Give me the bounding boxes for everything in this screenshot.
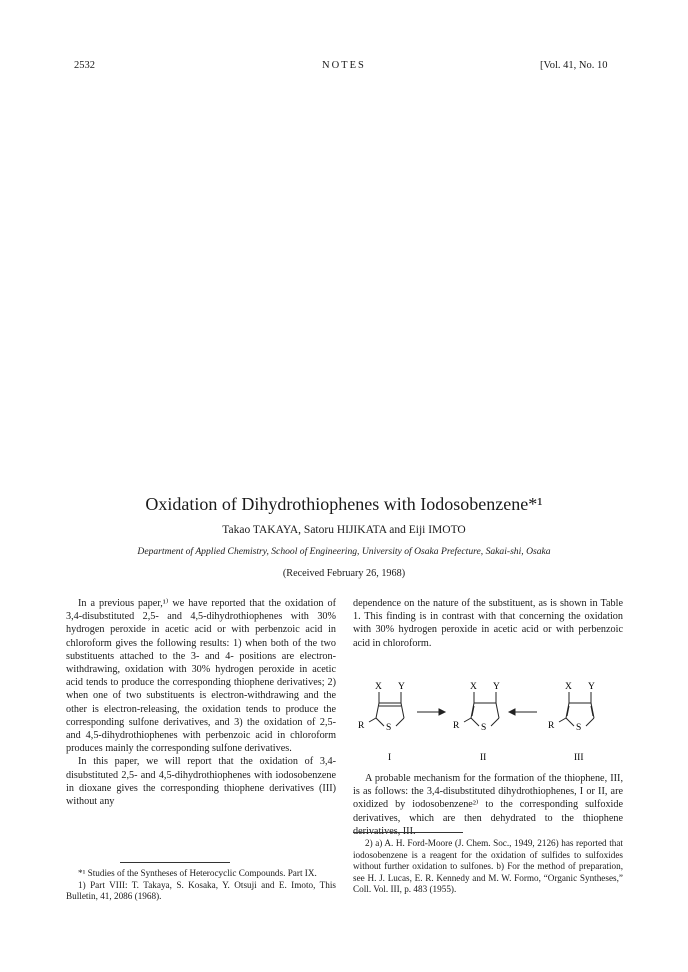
substituent-x: X — [470, 682, 477, 692]
footnote: *¹ Studies of the Syntheses of Heterocyclic Compounds. Part IX. — [78, 868, 317, 878]
footnotes-right — [353, 838, 623, 896]
page-number: 2532 — [74, 60, 95, 71]
substituent-x: X — [375, 682, 382, 692]
arrow-left — [509, 709, 537, 715]
footnote: 2) a) A. H. Ford-Moore (J. Chem. Soc., 1949, 2126) has reported that iodosobenzene is a reagent for the oxidation of sulfides to sulfoxides without further oxidation to sulfones. b) For the method of preparation, see H. J. Lucas, E. R. Kennedy and M. W. Formo, “Organic Syntheses,” Coll. Vol. III, p. 483 (1955). — [353, 838, 623, 894]
footnote-divider — [120, 862, 230, 863]
structure-III — [559, 692, 594, 726]
compound-label-iii: III — [574, 753, 584, 763]
right-column-bottom — [353, 772, 623, 838]
substituent-r: R — [358, 721, 365, 731]
sulfur-atom: S — [481, 723, 487, 733]
arrow-right — [417, 709, 445, 715]
substituent-r: R — [453, 721, 460, 731]
structure-II — [464, 692, 499, 726]
substituent-r: R — [548, 721, 555, 731]
substituent-y: Y — [493, 682, 500, 692]
substituent-y: Y — [398, 682, 405, 692]
running-section-title: NOTES — [322, 60, 366, 71]
sulfur-atom: S — [386, 723, 392, 733]
paragraph: In a previous paper,¹⁾ we have reported that the oxidation of 3,4-disubstituted 2,5- and 4,5-dihydrothiophenes with 30% hydrogen peroxide in acetic acid or with perbenzoic acid in chloroform gives the following results: 1) when both of the two substituents attached to the 3- and 4- positions are electron-withdrawing, oxidation with 30% hydrogen peroxide in acetic acid tends to produce the corresponding thiophene derivatives; 2) when one of two substituents is electron-withdrawing and the other is electron-releasing, the oxidation tends to produce the corresponding sulfone derivatives, and 3) the oxidation of 2,5- and 4,5-dihydrothiophenes with perbenzoic acid in chloroform produces mainly the corresponding sulfone derivatives. — [66, 598, 336, 755]
paragraph: In this paper, we will report that the oxidation of 3,4-disubstituted 2,5- and 4,5-dihydrothiophenes with iodosobenzene in dioxane gives the corresponding thiophene derivatives (III) without any — [66, 756, 336, 808]
volume-info: [Vol. 41, No. 10 — [540, 60, 608, 71]
paragraph: dependence on the nature of the substituent, as is shown in Table 1. This finding is in contrast with that concerning the oxidation with 30% hydrogen peroxide in acetic acid or with perbenzoic acid in chloroform. — [353, 598, 623, 649]
received-date: (Received February 26, 1968) — [282, 568, 406, 579]
affiliation: Department of Applied Chemistry, School of Engineering, University of Osaka Prefecture, Sakai-shi, Osaka — [137, 546, 551, 557]
author-list: Takao TAKAYA, Satoru HIJIKATA and Eiji IMOTO — [222, 524, 466, 536]
structure-I — [369, 692, 404, 726]
footnote-divider — [353, 832, 463, 833]
compound-label-ii: II — [480, 753, 487, 763]
article-title: Oxidation of Dihydrothiophenes with Iodosobenzene*¹ — [145, 494, 543, 514]
substituent-y: Y — [588, 682, 595, 692]
substituent-x: X — [565, 682, 572, 692]
footnotes-left — [66, 868, 336, 903]
paragraph: A probable mechanism for the formation of the thiophene, III, is as follows: the 3,4-disubstituted dihydrothiophenes, I or II, are oxidized by iodosobenzene²⁾ to the corresponding sulfoxide derivatives, which are then dehydrated to the thiophene derivatives, III. — [353, 773, 623, 837]
reaction-scheme — [353, 676, 623, 766]
compound-label-i: I — [388, 753, 392, 763]
footnote: 1) Part VIII: T. Takaya, S. Kosaka, Y. Otsuji and E. Imoto, This Bulletin, 41, 2086 (1968). — [66, 879, 336, 901]
sulfur-atom: S — [576, 723, 582, 733]
right-column-top — [353, 597, 623, 650]
left-column — [66, 597, 336, 808]
